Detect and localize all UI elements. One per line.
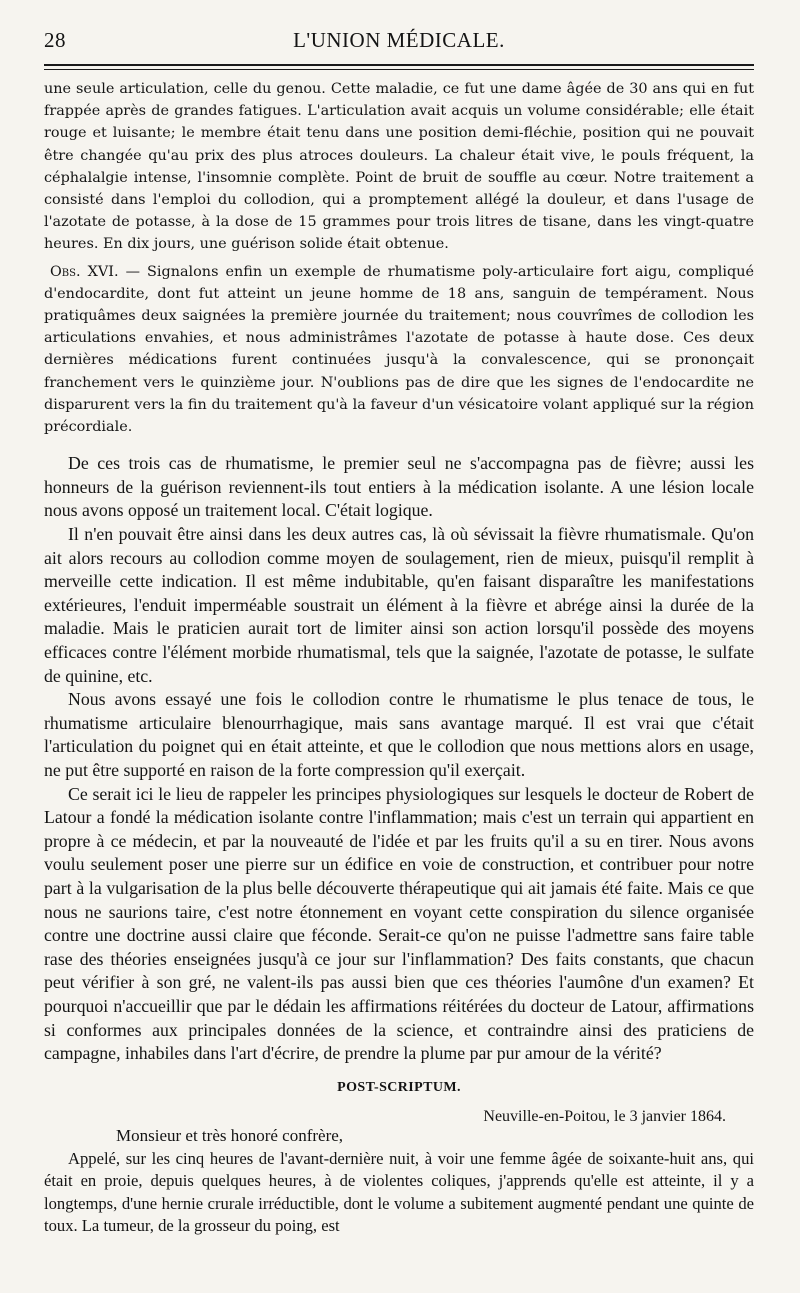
observation-text: — Signalons enfin un exemple de rhumatisme poly-articulaire fort aigu, compliqué d'endocardite, dont fut atteint un jeune homme de 18 ans, sanguin de tempérament. Nous pratiquâmes deux saignées la première journée du traitement; nous couvrîmes de collodion les articulations envahies, et nous administrâmes l'azotate de potasse à haute dose. Ces deux dernières médications furent continuées jusqu'à la convalescence, qui se prononçait franchement vers le quinzième jour. N'oublions pas de dire que les signes de l'endocardite ne disparurent vers la fin du traitement qu'à la faveur d'un vésicatoire volant appliqué sur la région précordiale.: [44, 263, 755, 436]
postscript-salutation: Monsieur et très honoré confrère,: [116, 1125, 344, 1145]
main-text-section: [44, 452, 754, 1065]
body-paragraph: Il n'en pouvait être ainsi dans les deux autres cas, là où sévissait la fièvre rhumatismale. Qu'on ait alors recours au collodion comme moyen de soulagement, rien de mieux, puisqu'il remplit à merveille cette indication. Il est même indubitable, qu'en faisant disparaître les manifestations extérieures, l'enduit imperméable soustrait un élément à la fièvre et abrége ainsi la durée de la maladie. Mais le praticien aurait tort de limiter ainsi son action lorsqu'il possède des moyens efficaces contre l'élément morbide rhumatismal, tels que la saignée, l'azotate de potasse, le sulfate de quinine, etc.: [44, 524, 754, 686]
observation-xvi: [44, 261, 754, 439]
postscript-title: POST-SCRIPTUM.: [337, 1079, 461, 1095]
body-paragraph: Nous avons essayé une fois le collodion contre le rhumatisme le plus tenace de tous, le rhumatisme articulaire blenourrhagique, mais sans avantage marqué. Il est vrai que c'était l'articulation du poignet qui en était atteinte, et que le collodion que nous mettions alors en usage, ne put être supporté en raison de la forte compression qu'il exerçait.: [44, 689, 754, 780]
page-header: [44, 28, 754, 64]
running-title: L'UNION MÉDICALE.: [293, 28, 505, 52]
postscript-body: [44, 1148, 754, 1238]
page-number: 28: [44, 28, 66, 52]
case-paragraph: une seule articulation, celle du genou. Cette maladie, ce fut une dame âgée de 30 ans qui en fut frappée après de grandes fatigues. L'articulation avait acquis un volume considérable; elle était rouge et luisante; le membre était tenu dans une position demi-fléchie, position qui ne pouvait être changée qu'au prix des plus atroces douleurs. La chaleur était vive, le pouls fréquent, la céphalalgie intense, l'insomnie complète. Point de bruit de souffle au cœur. Notre traitement a consisté dans l'emploi du collodion, qui a promptement allégé la douleur, et dans l'usage de l'azotate de potasse, à la dose de 15 grammes pour trois litres de tisane, dans les vingt-quatre heures. En dix jours, une guérison solide était obtenue.: [44, 81, 754, 253]
body-paragraph: Ce serait ici le lieu de rappeler les principes physiologiques sur lesquels le docteur de Robert de Latour a fondé la médication isolante contre l'inflammation; mais c'est un terrain qui appartient en propre à ce médecin, et par la nouveauté de l'idée et par les fruits qu'il a su en tirer. Nous avons voulu seulement poser une pierre sur un édifice en voie de construction, et contribuer pour notre part à la vulgarisation de la plus belle découverte thérapeutique qui ait jamais été faite. Mais ce que nous ne saurions taire, c'est notre étonnement en voyant cette conspiration du silence organisée contre une doctrine aussi claire que féconde. Serait-ce qu'on ne puisse l'admettre sans faire table rase des théories enseignées jusqu'à ce jour sur l'inflammation? Des faits constants, que chacun peut vérifier à son gré, ne valent-ils pas aussi bien que ces théories l'aumône d'un examen? Et pourquoi n'accueillir que par le dédain les affirmations réitérées du docteur de Latour, affirmations si conformes aux principales données de la science, et contraindre ainsi des praticiens de campagne, inhabiles dans l'art d'écrire, de prendre la plume par pur amour de la vérité?: [44, 783, 754, 1064]
header-rule-thick: [44, 64, 754, 66]
small-print-section: [44, 78, 754, 438]
body-paragraph: De ces trois cas de rhumatisme, le premier seul ne s'accompagna pas de fièvre; aussi les honneurs de la guérison reviennent-ils tout entiers à la médication isolante. A une lésion locale nous avons opposé un traitement local. C'était logique.: [44, 453, 754, 521]
header-rule-thin: [44, 69, 754, 70]
observation-label: Obs. XVI.: [50, 263, 119, 280]
postscript-dateline: Neuville-en-Poitou, le 3 janvier 1864.: [483, 1107, 726, 1125]
postscript-paragraph: Appelé, sur les cinq heures de l'avant-dernière nuit, à voir une femme âgée de soixante-huit ans, qui était en proie, depuis quelques heures, à de violentes coliques, j'apprends qu'elle est atteinte, il y a longtemps, d'une hernie crurale irréductible, dont le volume a subitement augmenté pendant une quinte de toux. La tumeur, de la grosseur du poing, est: [44, 1148, 754, 1235]
